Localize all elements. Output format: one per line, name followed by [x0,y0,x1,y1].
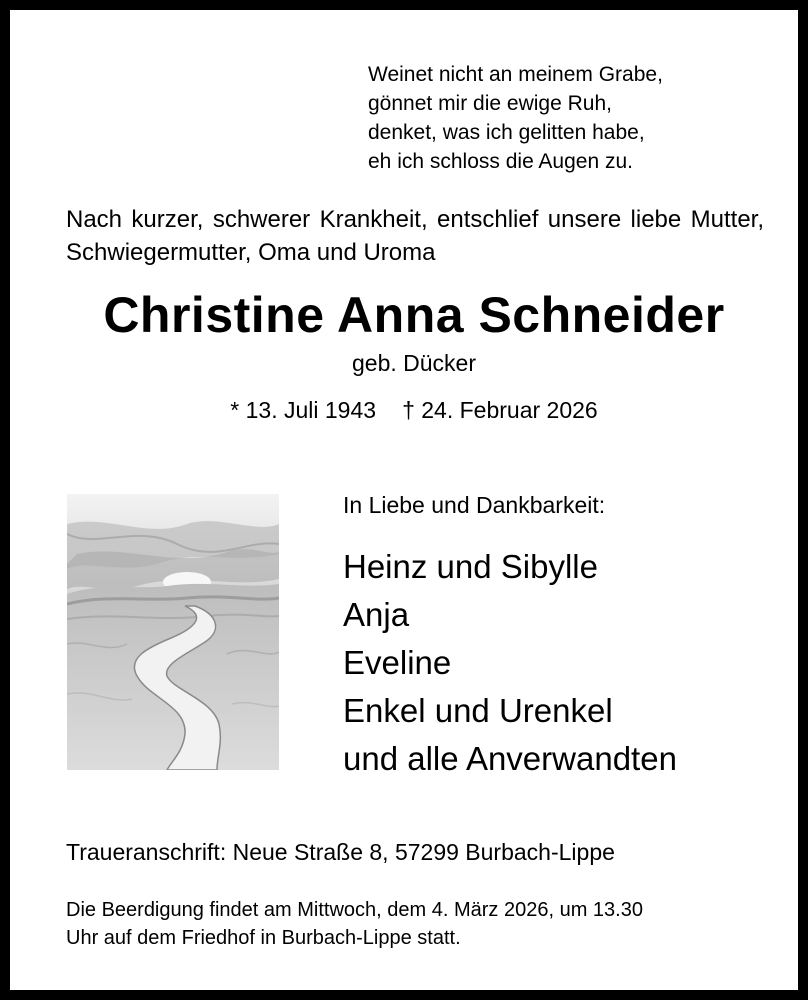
funeral-info [66,896,766,952]
birth-name: geb. Dücker [351,350,476,376]
funeral-line: Die Beerdigung findet am Mittwoch, dem 4. März 2026, um 13.30 [66,899,643,921]
mourners-heading: In Liebe und Dankbarkeit: [343,492,606,518]
mourner-name: Enkel und Urenkel [343,692,613,729]
poem-line: Weinet nicht an meinem Grabe, [368,63,663,86]
mourner-name: und alle Anverwandten [343,740,677,777]
poem-line: eh ich schloss die Augen zu. [368,150,634,173]
death-date: † 24. Februar 2026 [402,397,598,423]
landscape-path-drawing-icon [67,494,279,770]
intro-text: Nach kurzer, schwerer Krankheit, entschlief unsere liebe Mutter, Schwiegermutter, Oma und Uroma [66,206,764,266]
mourner-name: Heinz und Sibylle [343,548,598,585]
mourner-name: Anja [343,596,410,633]
poem-line: denket, was ich gelitten habe, [368,121,645,144]
mourning-address: Traueranschrift: Neue Straße 8, 57299 Burbach-Lippe [66,839,615,865]
poem [368,60,748,176]
poem-line: gönnet mir die ewige Ruh, [368,92,612,115]
mourners-list [343,543,677,783]
mourner-name: Eveline [343,644,452,681]
birth-date: * 13. Juli 1943 [230,397,377,423]
funeral-line: Uhr auf dem Friedhof in Burbach-Lippe statt. [66,927,461,949]
life-dates [10,397,808,424]
deceased-name: Christine Anna Schneider [103,287,725,343]
